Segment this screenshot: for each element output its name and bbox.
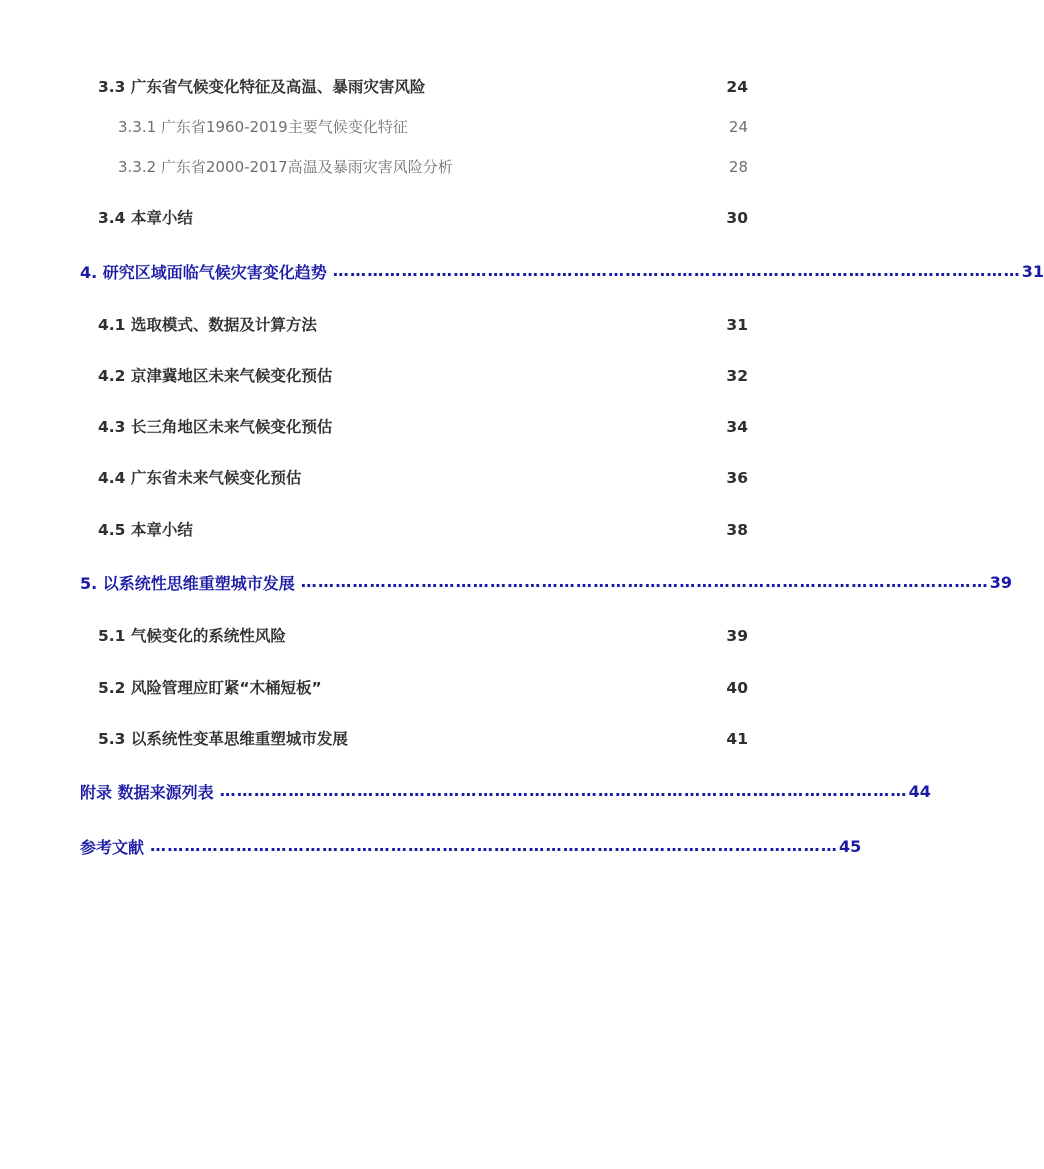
toc-entry-4-2[interactable] [0,364,827,388]
toc-chapter-label: 4. 研究区域面临气候灾害变化趋势 [80,262,327,282]
toc-references[interactable] [0,834,862,858]
toc-entry-label: 3.3 广东省气候变化特征及高温、暴雨灾害风险 [98,78,426,96]
toc-chapter-page: 31 [1021,261,1044,281]
toc-entry-label: 3.4 本章小结 [98,209,193,227]
toc-entry-page: 34 [726,418,748,436]
toc-entry-page: 24 [726,78,748,96]
toc-entry-4-1[interactable] [0,313,827,337]
toc-entry-4-4[interactable] [0,466,827,490]
toc-entry-3-3[interactable] [0,75,827,99]
toc-entry-4-3[interactable] [0,415,827,439]
toc-chapter-label: 参考文献 [80,837,145,857]
toc-entry-page: 40 [726,679,748,697]
toc-entry-label: 4.1 选取模式、数据及计算方法 [98,316,317,334]
toc-entry-page: 41 [726,730,748,748]
toc-entry-label: 4.3 长三角地区未来气候变化预估 [98,418,333,436]
toc-entry-page: 28 [728,158,748,176]
toc-entry-label: 4.2 京津冀地区未来气候变化预估 [98,367,333,385]
dot-leader: ………………………………………………………………………………………………………… [150,836,839,855]
toc-entry-page: 31 [726,316,748,334]
toc-chapter-label: 5. 以系统性思维重塑城市发展 [80,573,295,593]
toc-entry-label: 5.2 风险管理应盯紧“木桶短板” [98,679,322,697]
toc-chapter-label: 附录 数据来源列表 [80,782,214,802]
toc-entry-label: 3.3.2 广东省2000-2017高温及暴雨灾害风险分析 [118,158,453,176]
toc-entry-3-3-2[interactable] [0,155,827,179]
toc-chapter-page: 39 [989,572,1013,592]
toc-entry-3-3-1[interactable] [0,115,827,139]
toc-chapter-4[interactable] [0,259,1044,283]
dot-leader: ………………………………………………………………………………………………………… [219,781,908,800]
toc-entry-label: 5.3 以系统性变革思维重塑城市发展 [98,730,348,748]
toc-entry-4-5[interactable] [0,518,827,542]
toc-entry-page: 30 [726,209,748,227]
toc-entry-3-4[interactable] [0,206,827,230]
toc-entry-label: 5.1 气候变化的系统性风险 [98,627,286,645]
toc-entry-page: 32 [726,367,748,385]
toc-entry-5-1[interactable] [0,624,827,648]
toc-appendix[interactable] [0,779,931,803]
toc-entry-page: 24 [728,118,748,136]
toc-entry-page: 38 [726,521,748,539]
toc-entry-5-2[interactable] [0,676,827,700]
dot-leader: ………………………………………………………………………………………………………… [332,261,1021,280]
toc-entry-page: 36 [726,469,748,487]
toc-chapter-page: 44 [908,781,931,801]
toc-entry-label: 4.4 广东省未来气候变化预估 [98,469,302,487]
toc-entry-label: 4.5 本章小结 [98,521,193,539]
toc-chapter-page: 45 [839,836,862,856]
dot-leader: ………………………………………………………………………………………………………… [300,572,989,591]
toc-entry-label: 3.3.1 广东省1960-2019主要气候变化特征 [118,118,408,136]
toc-entry-5-3[interactable] [0,727,827,751]
toc-entry-page: 39 [726,627,748,645]
toc-chapter-5[interactable] [0,570,1013,594]
